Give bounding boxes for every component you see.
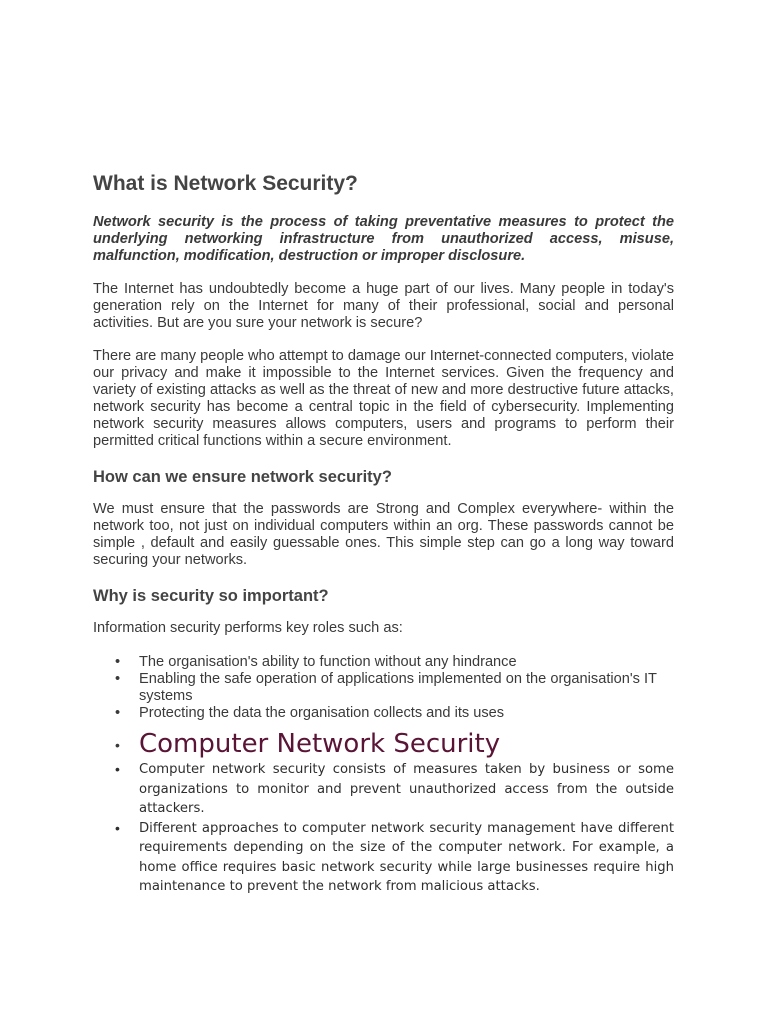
page-title: What is Network Security? xyxy=(93,172,358,195)
bullet-icon: • xyxy=(115,705,121,721)
list-item xyxy=(93,705,674,722)
list-item-heading xyxy=(93,728,674,760)
network-security-list xyxy=(93,728,674,897)
bullet-icon: • xyxy=(115,654,121,670)
paragraph-passwords: We must ensure that the passwords are Strong and Complex everywhere- within the network too, not just on individual computers within an org. These passwords cannot be simple , default and easily guessable ones. This simple step can go a long way toward securing your networks. xyxy=(93,501,674,568)
section-title-computer-network-security: Computer Network Security xyxy=(139,729,501,759)
list-item-text: Different approaches to computer network security management have different requirements depending on the size of the computer network. For example, a home office requires basic network security while large businesses require high maintenance to prevent the network from malicious attacks. xyxy=(139,820,674,894)
bullet-icon: • xyxy=(115,819,120,836)
bullet-icon: • xyxy=(115,737,120,753)
list-item-text: Computer network security consists of measures taken by business or some organizations to monitor and prevent unauthorized access from the outside attackers. xyxy=(139,762,674,816)
document-body xyxy=(93,170,674,897)
paragraph-key-roles: Information security performs key roles such as: xyxy=(93,620,403,636)
heading-why-important: Why is security so important? xyxy=(93,587,329,605)
paragraph-internet: The Internet has undoubtedly become a huge part of our lives. Many people in today's generation rely on the Internet for many of their professional, social and personal activities. But are you sure your network is secure? xyxy=(93,281,674,331)
bullet-icon: • xyxy=(115,761,120,777)
intro-definition: Network security is the process of taking preventative measures to protect the underlying networking infrastructure from unauthorized access, misuse, malfunction, modification, destruction or improper disclosure. xyxy=(93,214,674,264)
list-item-text: The organisation's ability to function without any hindrance xyxy=(139,654,517,670)
list-item-text: Enabling the safe operation of applications implemented on the organisation's IT systems xyxy=(139,671,657,704)
list-item xyxy=(93,819,674,897)
paragraph-attacks: There are many people who attempt to damage our Internet-connected computers, violate our privacy and make it impossible to the Internet services. Given the frequency and variety of existing attacks as well as the threat of new and more destructive future attacks, network security has become a central topic in the field of cybersecurity. Implementing network security measures allows computers, users and programs to perform their permitted critical functions within a secure environment. xyxy=(93,348,674,449)
list-item xyxy=(93,760,674,819)
key-roles-list xyxy=(93,654,674,722)
list-item xyxy=(93,671,674,705)
heading-ensure-security: How can we ensure network security? xyxy=(93,468,392,486)
bullet-icon: • xyxy=(115,671,121,687)
list-item-text: Protecting the data the organisation collects and its uses xyxy=(139,705,505,721)
list-item xyxy=(93,654,674,671)
